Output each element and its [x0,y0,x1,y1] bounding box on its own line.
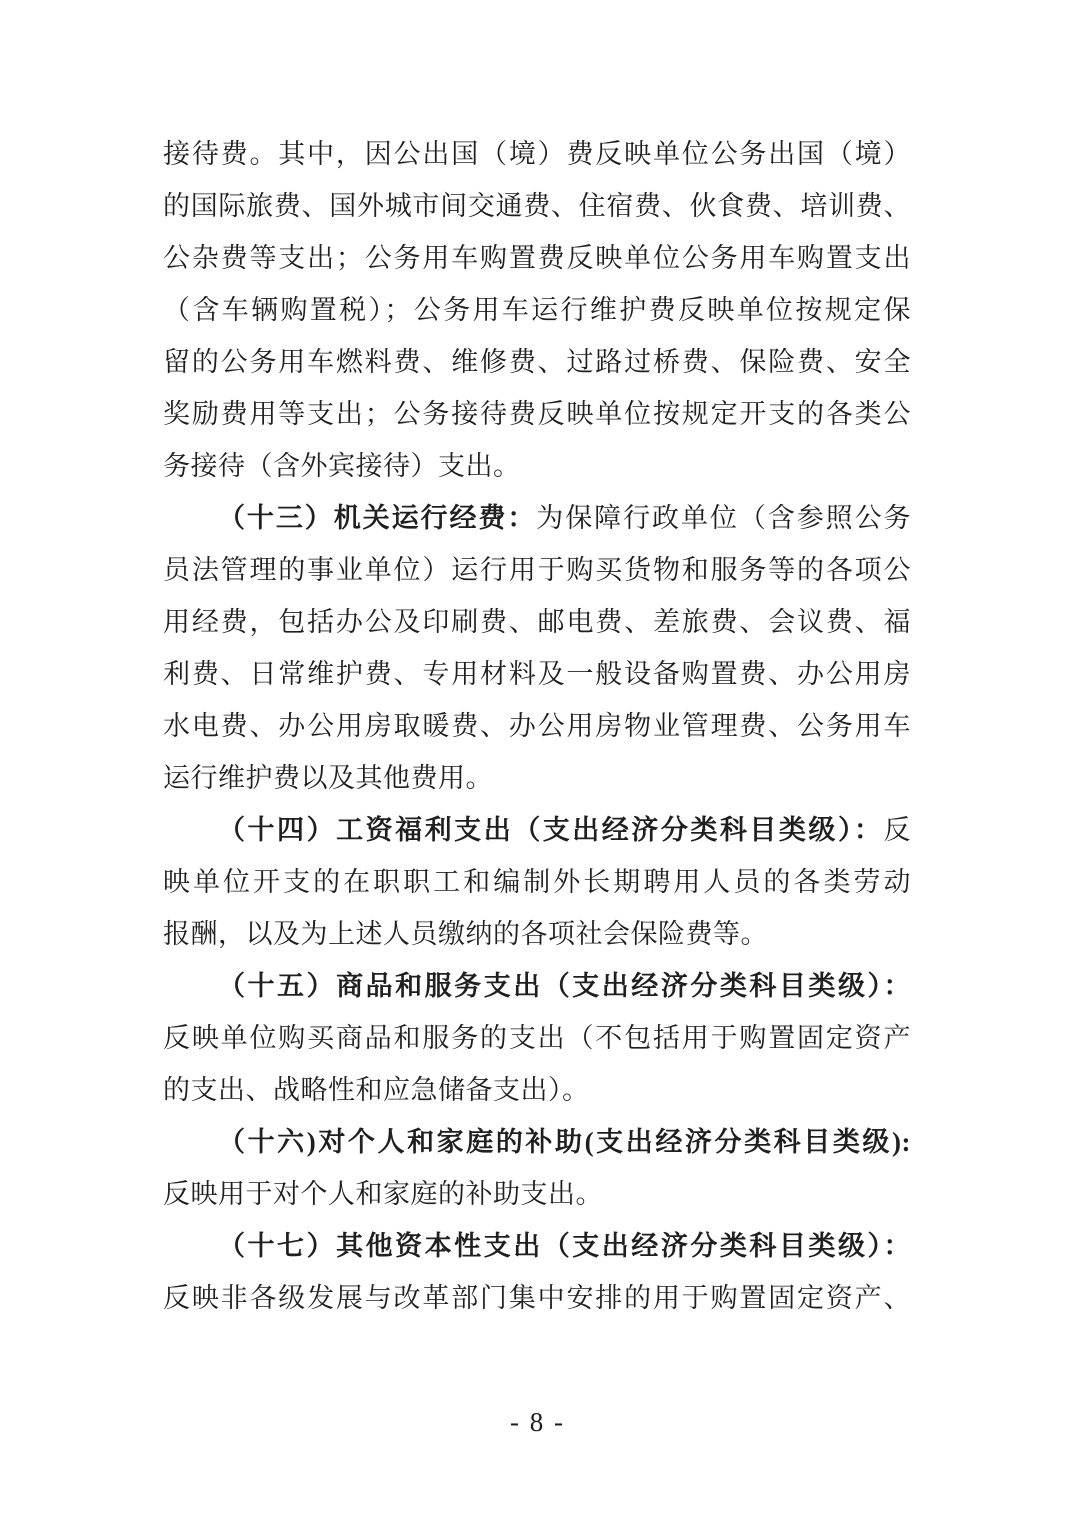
text-line [163,856,911,908]
body-text: 务接待（含外宾接待）支出。 [163,451,521,481]
text-line [163,544,911,596]
clause-heading: （十五）商品和服务支出（支出经济分类科目类级）： [218,971,911,1001]
body-text: 留的公务用车燃料费、维修费、过路过桥费、保险费、安全 [163,347,911,377]
text-line [163,700,911,752]
body-text: 利费、日常维护费、专用材料及一般设备购置费、办公用房 [163,659,911,689]
text-line [163,1116,911,1168]
body-text: 报酬，以及为上述人员缴纳的各项社会保险费等。 [163,919,768,949]
body-text: 运行维护费以及其他费用。 [163,763,493,793]
text-line [163,492,911,544]
text-line [163,752,911,804]
clause-heading: （十三）机关运行经费： [218,503,537,533]
text-line [163,180,911,232]
body-text: 员法管理的事业单位）运行用于购买货物和服务等的各项公 [163,555,911,585]
body-text: 反映用于对个人和家庭的补助支出。 [163,1179,603,1209]
text-line [163,440,911,492]
body-text: 反 [883,815,911,845]
text-line [163,1220,911,1272]
body-text: 水电费、办公用房取暖费、办公用房物业管理费、公务用车 [163,711,911,741]
clause-heading: （十四）工资福利支出（支出经济分类科目类级）： [218,815,884,845]
text-line [163,804,911,856]
text-line [163,1168,911,1220]
text-line [163,284,911,336]
text-line [163,908,911,960]
text-line [163,960,911,1012]
page-number: - 8 - [510,1407,565,1437]
clause-heading: （十七）其他资本性支出（支出经济分类科目类级）： [218,1231,911,1261]
body-text: 的国际旅费、国外城市间交通费、住宿费、伙食费、培训费、 [163,191,911,221]
clause-heading: （十六)对个人和家庭的补助(支出经济分类科目类级): [218,1127,911,1157]
text-line [163,128,911,180]
body-text: 接待费。其中，因公出国（境）费反映单位公务出国（境） [163,139,911,169]
text-line [163,336,911,388]
body-text: 的支出、战略性和应急储备支出）。 [163,1075,590,1105]
body-text: 用经费，包括办公及印刷费、邮电费、差旅费、会议费、福 [163,607,911,637]
text-line [163,1064,911,1116]
body-text: 映单位开支的在职职工和编制外长期聘用人员的各类劳动 [163,867,911,897]
body-text: 反映单位购买商品和服务的支出（不包括用于购置固定资产 [163,1023,911,1053]
body-text: 反映非各级发展与改革部门集中安排的用于购置固定资产、 [163,1283,911,1313]
body-text: 公杂费等支出；公务用车购置费反映单位公务用车购置支出 [163,243,911,273]
text-line [163,232,911,284]
text-line [163,648,911,700]
text-line [163,1012,911,1064]
text-line [163,1272,911,1324]
body-text: 为保障行政单位（含参照公务 [536,503,912,533]
body-text: （含车辆购置税）；公务用车运行维护费反映单位按规定保 [163,295,911,325]
text-block [163,128,911,1324]
text-line [163,596,911,648]
text-line [163,388,911,440]
body-text: 奖励费用等支出；公务接待费反映单位按规定开支的各类公 [163,399,911,429]
